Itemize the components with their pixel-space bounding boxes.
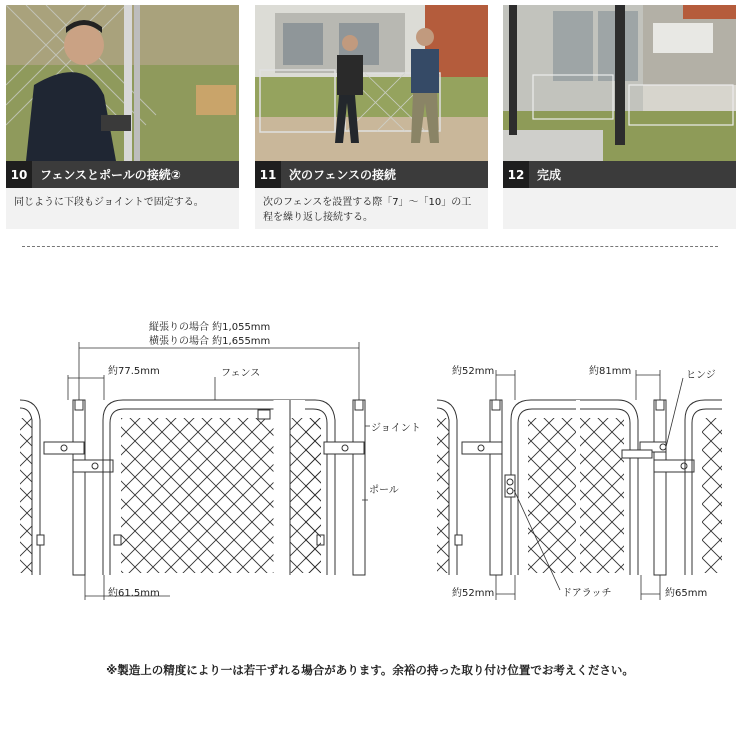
dim-bottom-right-gate: 約65mm <box>665 588 708 599</box>
step-10-card <box>6 5 239 229</box>
step-11-card <box>255 5 488 229</box>
left-fence-partial <box>20 400 44 575</box>
step-10-number: 10 <box>6 161 32 188</box>
right-fence-next <box>685 400 722 575</box>
dim-top-right-gate: 約81mm <box>589 366 632 377</box>
step-11-number: 11 <box>255 161 281 188</box>
step-12-title-bar <box>503 161 736 188</box>
label-door-latch: ドアラッチ <box>562 588 612 599</box>
pole-right <box>324 400 365 575</box>
label-hinge: ヒンジ <box>686 370 716 381</box>
step-11-title-bar <box>255 161 488 188</box>
dim-total-horizontal: 横張りの場合 約1,655mm <box>149 336 271 347</box>
label-joint: ジョイント <box>371 423 421 434</box>
right-fence-partial <box>437 400 462 575</box>
label-fence: フェンス <box>221 368 261 379</box>
dim-pole-gap: 約77.5mm <box>108 366 160 377</box>
step-12-number: 12 <box>503 161 529 188</box>
step-11-photo <box>255 5 488 161</box>
fence-dimension-diagram <box>0 300 740 610</box>
step-11-title: 次のフェンスの接続 <box>289 168 397 182</box>
gate-pole-left <box>462 400 502 575</box>
dim-bottom-left: 約61.5mm <box>108 588 160 599</box>
step-10-photo <box>6 5 239 161</box>
step-10-title: フェンスとポールの接続② <box>40 168 181 182</box>
step-12-title: 完成 <box>537 168 562 182</box>
step-12-photo <box>503 5 736 161</box>
dim-bottom-left-gate: 約52mm <box>452 588 495 599</box>
step-10-description: 同じように下段もジョイントで固定する。 <box>14 197 204 208</box>
dim-top-left-gate: 約52mm <box>452 366 495 377</box>
gate-pole-right <box>622 400 694 575</box>
step-11-description: 次のフェンスを設置する際「7」～「10」の工程を繰り返し接続する。 <box>263 197 472 223</box>
dashed-divider <box>22 246 718 247</box>
precision-note: ※製造上の精度により一は若干ずれる場合があります。余裕の持った取り付け位置でお考えください。 <box>106 663 634 677</box>
door-latch <box>505 475 515 497</box>
step-12-card <box>503 5 736 229</box>
step-10-title-bar <box>6 161 239 188</box>
gate-panel <box>511 400 638 575</box>
label-pole: ポール <box>369 485 399 496</box>
dim-total-vertical: 縦張りの場合 約1,055mm <box>149 322 271 333</box>
